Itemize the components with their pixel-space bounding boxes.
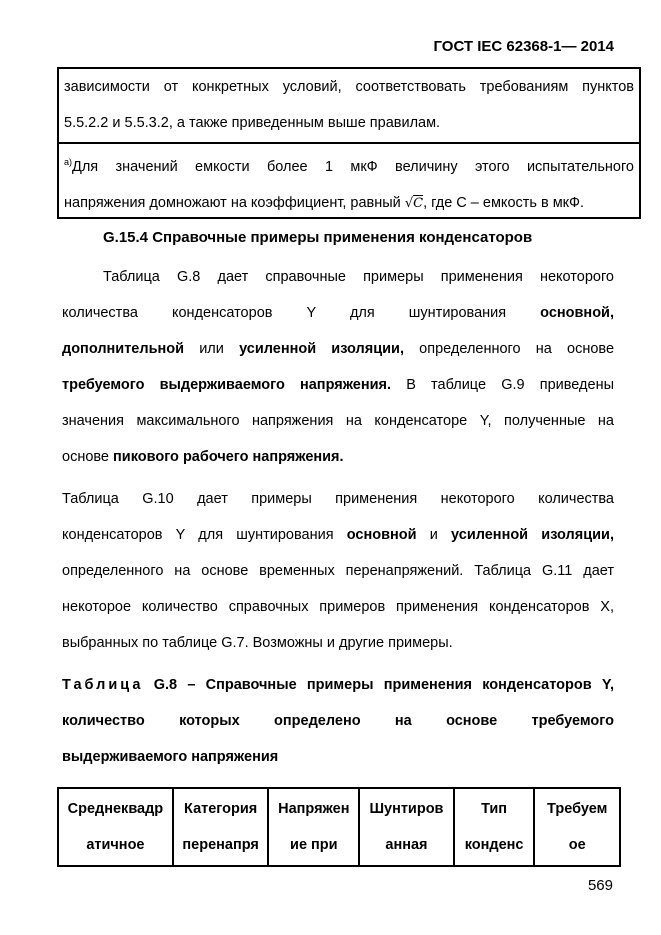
paragraph-g10-g11-description — [62, 481, 614, 661]
document-standard-title: ГОСТ IEC 62368-1— 2014 — [433, 38, 614, 55]
footnote-marker: а) — [64, 157, 73, 167]
requirements-note-box — [57, 67, 641, 144]
text-run: определенного на основе — [404, 341, 615, 357]
note-line: зависимости от конкретных условий, соответствовать требованиям пунктов — [64, 79, 634, 95]
paragraph-line: Таблица G.8 дает справочные примеры применения некоторого — [103, 269, 614, 285]
caption-line: количество которых определено на основе требуемого — [62, 713, 614, 729]
caption-title: G.8 – Справочные примеры применения конденсаторов Y, — [143, 677, 614, 693]
column-header-required — [534, 788, 620, 866]
table-header-row — [58, 788, 620, 866]
header-line: конденс — [464, 837, 524, 853]
header-line: Требуем — [547, 801, 608, 817]
header-line: Тип — [481, 801, 508, 817]
paragraph-line — [62, 367, 614, 403]
page-number: 569 — [587, 877, 613, 894]
paragraph-line: выбранных по таблице G.7. Возможны и другие примеры. — [62, 635, 453, 651]
header-line: перенапря — [182, 837, 259, 853]
column-header-bridged — [359, 788, 454, 866]
paragraph-line: Таблица G.10 дает примеры применения некоторого количества — [62, 491, 614, 507]
paragraph-line: некоторое количество справочных примеров применения конденсаторов X, — [62, 599, 614, 615]
bold-term: основной, — [540, 305, 614, 321]
header-line: Категория — [184, 801, 258, 817]
text-run: конденсаторов Y для шунтирования — [62, 527, 347, 543]
footnote-box — [57, 142, 641, 219]
column-header-rms — [58, 788, 173, 866]
caption-line — [62, 667, 614, 703]
column-header-capacitor-type — [454, 788, 535, 866]
footnote-line — [59, 185, 639, 222]
bold-term: пикового рабочего напряжения. — [113, 449, 344, 465]
column-header-voltage — [268, 788, 359, 866]
text-run: количества конденсаторов Y для шунтирования — [62, 305, 541, 321]
note-line: 5.5.2.2 и 5.5.3.2, а также приведенным выше правилам. — [64, 115, 441, 131]
column-header-category — [173, 788, 269, 866]
footnote-text: , где С – емкость в мкФ. — [423, 194, 585, 211]
header-line: атичное — [86, 837, 145, 853]
square-root-formula — [405, 196, 423, 211]
header-line: ое — [568, 837, 586, 853]
paragraph-line: значения максимального напряжения на конденсаторе Y, полученные на — [62, 413, 614, 429]
table-caption — [62, 667, 614, 775]
table-g8 — [57, 787, 621, 867]
paragraph-g8-description — [62, 259, 614, 475]
header-line: Шунтиров — [369, 801, 444, 817]
header-line: ие при — [290, 837, 338, 853]
paragraph-line — [62, 517, 614, 553]
text-run: В таблице G.9 приведены — [391, 377, 614, 393]
paragraph-line: определенного на основе временных перенапряжений. Таблица G.11 дает — [62, 563, 614, 579]
sqrt-symbol: √ — [404, 195, 414, 211]
text-run: основе — [62, 449, 114, 465]
footnote-text: напряжения домножают на коэффициент, равный — [64, 194, 405, 211]
caption-label: Таблица — [62, 677, 144, 693]
caption-line: выдерживаемого напряжения — [62, 749, 279, 765]
header-line: Напряжен — [278, 801, 350, 817]
paragraph-line — [62, 295, 614, 331]
header-line: Среднеквадр — [67, 801, 164, 817]
section-heading: G.15.4 Справочные примеры применения конденсаторов — [103, 229, 533, 246]
paragraph-line — [62, 439, 614, 475]
bold-term: усиленной изоляции, — [239, 341, 404, 357]
text-run: или — [184, 341, 240, 357]
footnote-line — [59, 144, 639, 185]
bold-term: усиленной изоляции, — [451, 527, 614, 543]
sqrt-argument: C — [413, 195, 424, 211]
paragraph-line — [62, 331, 614, 367]
text-run: и — [416, 527, 452, 543]
footnote-text: Для значений емкости более 1 мкФ величину этого испытательного — [72, 158, 634, 175]
bold-term: дополнительной — [62, 341, 185, 357]
header-line: анная — [385, 837, 428, 853]
bold-term: требуемого выдерживаемого напряжения. — [62, 377, 392, 393]
bold-term: основной — [346, 527, 417, 543]
